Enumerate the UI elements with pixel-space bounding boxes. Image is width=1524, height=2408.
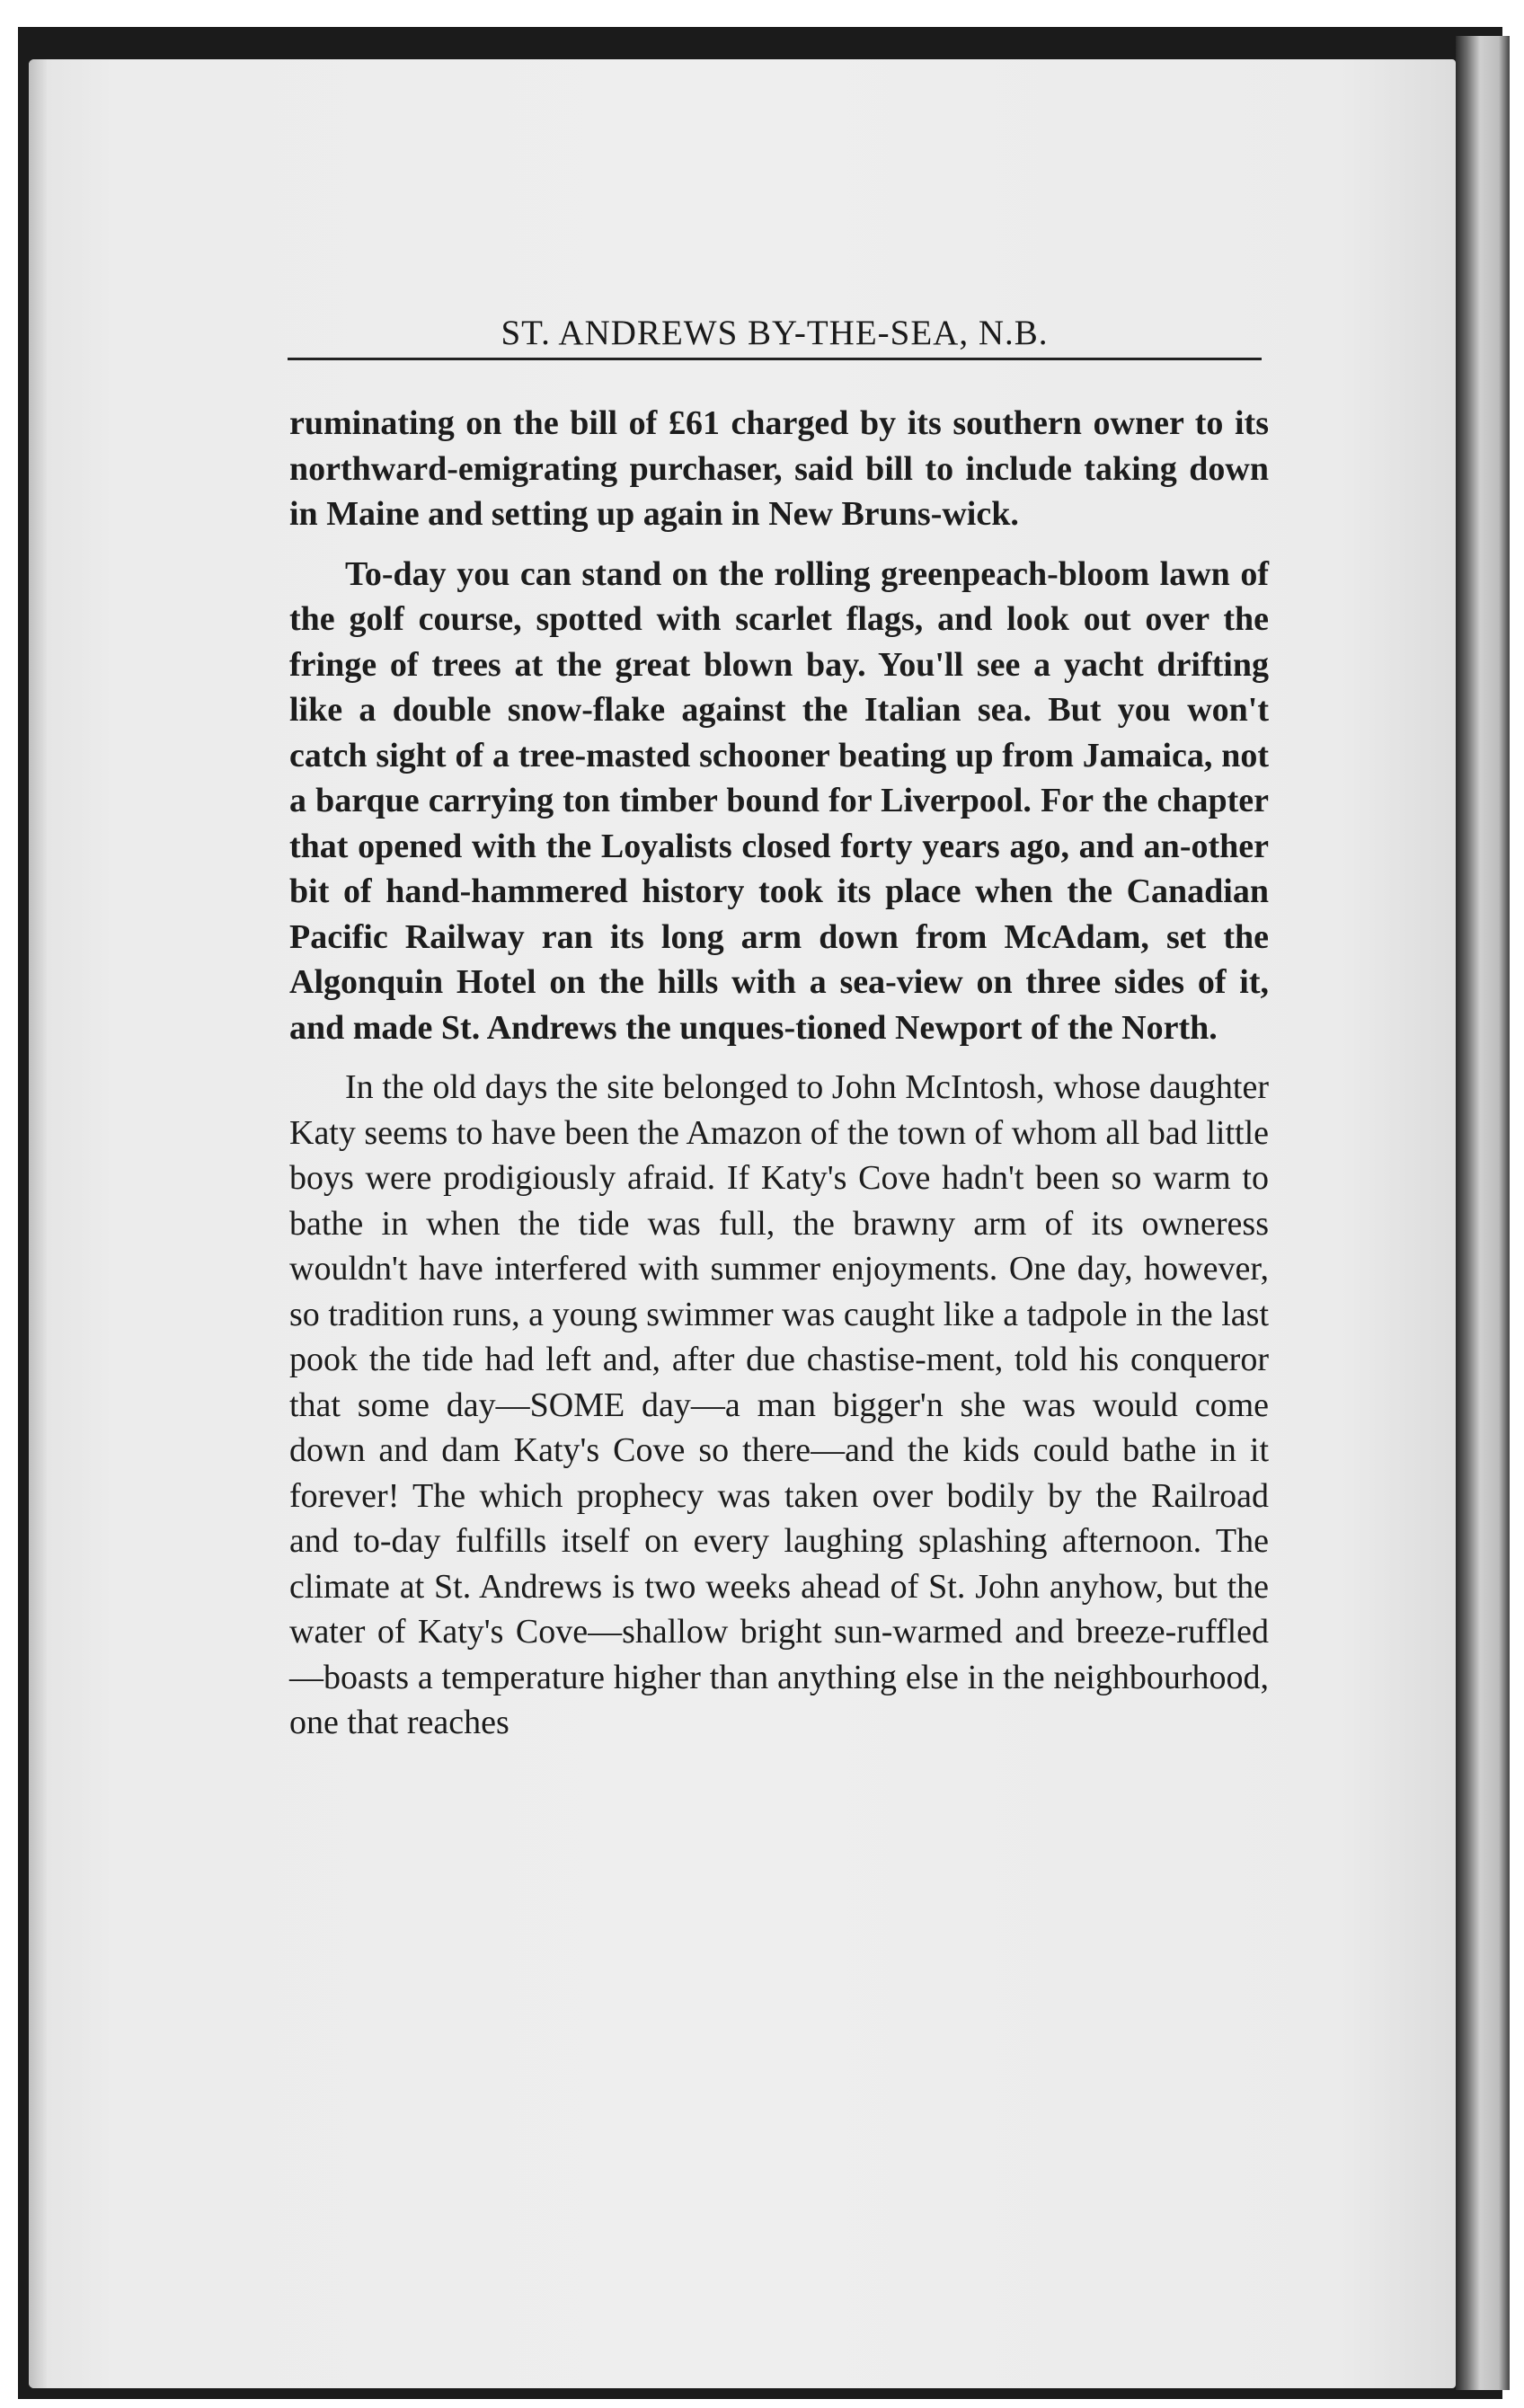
- body-text: [289, 401, 1269, 1760]
- running-head: ST. ANDREWS BY-THE-SEA, N.B.: [501, 314, 1049, 352]
- paragraph-2: To-day you can stand on the rolling greenpeach-bloom lawn of the golf course, spotted with scarlet flags, and look out over the fringe of trees at the great blown bay. You'll see a yacht drifting like a double snow-flake against the Italian sea. But you won't catch sight of a tree-masted schooner beating up from Jamaica, not a barque carrying ton timber bound for Liverpool. For the chapter that opened with the Loyalists closed forty years ago, and an-other bit of hand-hammered history took its place when the Canadian Pacific Railway ran its long arm down from McAdam, set the Algonquin Hotel on the hills with a sea-view on three sides of it, and made St. Andrews the unques-tioned Newport of the North.: [289, 554, 1269, 1047]
- paragraph-3: In the old days the site belonged to John McIntosh, whose daughter Katy seems to have been the Amazon of the town of whom all bad little boys were prodigiously afraid. If Katy's Cove hadn't been so warm to bathe in when the tide was full, the brawny arm of its owneress wouldn't have interfered with summer enjoyments. One day, however, so tradition runs, a young swimmer was caught like a tadpole in the last pook the tide had left and, after due chastise-ment, told his conqueror that some day—SOME day—a man bigger'n she was would come down and dam Katy's Cove so there—and the kids could bathe in it forever! The which prophecy was taken over bodily by the Railroad and to-day fulfills itself on every laughing splashing afternoon. The climate at St. Andrews is two weeks ahead of St. John anyhow, but the water of Katy's Cove—shallow bright sun-warmed and breeze-ruffled—boasts a temperature higher than anything else in the neighbourhood, one that reaches: [289, 1068, 1269, 1741]
- page-fold-shadow: [29, 59, 47, 2388]
- paragraph-1: ruminating on the bill of £61 charged by its southern owner to its northward-emigrating purchaser, said bill to include taking down in Maine and setting up again in New Bruns-wick.: [289, 404, 1269, 533]
- header-rule: [288, 358, 1262, 360]
- book-spine-edge: [1456, 36, 1510, 2390]
